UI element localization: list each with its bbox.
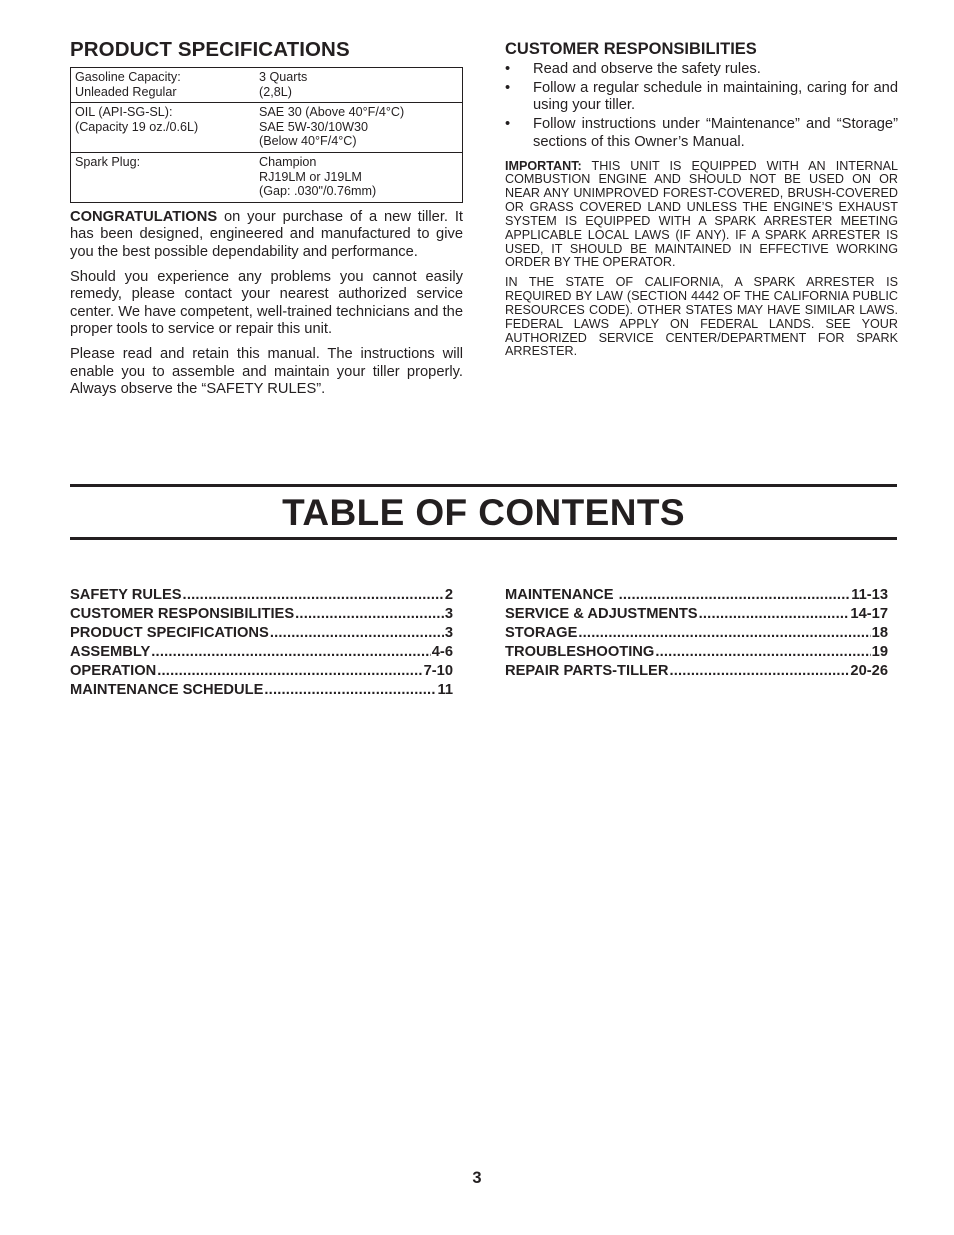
toc-page: 11-13: [851, 587, 888, 603]
spec-row-spark-plug: [71, 152, 463, 202]
left-column: [70, 38, 463, 399]
toc-page: 4-6: [431, 644, 453, 660]
toc-label: MAINTENANCE: [505, 587, 618, 603]
toc-entry-maintenance[interactable]: [505, 586, 888, 605]
toc-leader: [619, 586, 851, 605]
toc-label: CUSTOMER RESPONSIBILITIES: [70, 606, 295, 622]
spec-label: [71, 68, 256, 103]
california-notice: IN THE STATE OF CALIFORNIA, A SPARK ARRESTER IS REQUIRED BY LAW (SECTION 4442 OF THE CALIFORNIA PUBLIC RESOURCES CODE). OTHER STATES MAY HAVE SIMILAR LAWS. FEDERAL LAWS APPLY ON FEDERAL LANDS. SEE YOUR AUTHORIZED SERVICE CENTER/DEPARTMENT FOR SPARK ARRESTER.: [505, 275, 898, 359]
toc-entry-product-specifications[interactable]: [70, 624, 453, 643]
retain-manual-paragraph: Please read and retain this manual. The instructions will enable you to assemble and maintain your tiller properly. Always observe the “SAFETY RULES”.: [70, 345, 463, 398]
toc-entry-troubleshooting[interactable]: [505, 643, 888, 662]
bullet-icon: •: [505, 79, 511, 96]
congratulations-lead: CONGRATULATIONS: [70, 208, 218, 225]
spec-value-line: (2,8L): [259, 84, 292, 99]
spec-value-line: SAE 30 (Above 40°F/4°C): [259, 105, 405, 120]
toc-right-column: [505, 586, 888, 681]
toc-page: 18: [871, 625, 888, 641]
toc-label: TROUBLESHOOTING: [505, 644, 655, 660]
toc-label: MAINTENANCE SCHEDULE: [70, 682, 264, 698]
spec-label-line: Unleaded Regular: [75, 84, 177, 99]
important-label: IMPORTANT:: [505, 158, 582, 173]
right-column: [505, 39, 898, 359]
toc-label: REPAIR PARTS-TILLER: [505, 663, 669, 679]
spec-row-gasoline: [71, 68, 463, 103]
toc-label: PRODUCT SPECIFICATIONS: [70, 625, 269, 641]
responsibilities-list: [505, 61, 898, 152]
spec-value-line: RJ19LM or J19LM: [259, 169, 362, 184]
spec-label: [71, 103, 256, 153]
page-number: 3: [472, 1169, 482, 1187]
toc-page: 7-10: [423, 663, 453, 679]
customer-responsibilities-title: CUSTOMER RESPONSIBILITIES: [505, 40, 757, 58]
toc-label: SERVICE & ADJUSTMENTS: [505, 606, 698, 622]
toc-page: 3: [444, 606, 453, 622]
toc-label: SAFETY RULES: [70, 587, 182, 603]
toc-leader: [655, 643, 870, 662]
toc-leader: [669, 662, 849, 681]
toc-label: OPERATION: [70, 663, 157, 679]
spec-label-line: (Capacity 19 oz./0.6L): [75, 119, 199, 134]
spec-label-line: Spark Plug:: [75, 154, 141, 169]
toc-left-column: [70, 586, 453, 700]
toc-page: 19: [871, 644, 888, 660]
toc-page: 14-17: [850, 606, 888, 622]
toc-leader: [295, 605, 444, 624]
list-item-text: Follow instructions under “Maintenance” and “Storage” sections of this Owner’s Manual.: [533, 116, 898, 150]
list-item: [505, 80, 898, 115]
toc-top-rule: [70, 484, 897, 487]
specifications-table: [70, 67, 463, 203]
toc-page: 2: [444, 587, 453, 603]
toc-page: 11: [437, 682, 453, 698]
list-item-text: Follow a regular schedule in maintaining, caring for and using your tiller.: [533, 79, 898, 114]
toc-entry-repair-parts[interactable]: [505, 662, 888, 681]
spec-value: [255, 68, 463, 103]
spec-label-line: OIL (API-SG-SL):: [75, 105, 173, 120]
toc-leader: [183, 586, 444, 605]
toc-leader: [270, 624, 444, 643]
service-center-paragraph: Should you experience any problems you cannot easily remedy, please contact your nearest authorized service center. We have competent, well-trained technicians and the proper tools to service or repair this unit.: [70, 268, 463, 338]
spec-label-line: Gasoline Capacity:: [75, 70, 181, 84]
toc-entry-maintenance-schedule[interactable]: [70, 681, 453, 700]
bullet-icon: •: [505, 116, 511, 133]
congratulations-paragraph: [70, 209, 463, 262]
toc-entry-service-adjustments[interactable]: [505, 605, 888, 624]
spec-value-line: 3 Quarts: [259, 70, 308, 84]
toc-leader: [578, 624, 870, 643]
toc-leader: [699, 605, 850, 624]
toc-leader: [151, 643, 431, 662]
congratulations-text: on your purchase of a new tiller. It has been designed, engineered and manufactured to give you the best possible dependability and performance.: [70, 208, 463, 260]
toc-entry-storage[interactable]: [505, 624, 888, 643]
toc-entry-operation[interactable]: [70, 662, 453, 681]
spec-row-oil: [71, 103, 463, 153]
important-text: THIS UNIT IS EQUIPPED WITH AN INTERNAL COMBUSTION ENGINE AND SHOULD NOT BE USED ON OR NEAR ANY UNIMPROVED FOREST-COVERED, BRUSH-COVERED OR GRASS COVERED LAND UNLESS THE ENGINE’S EXHAUST SYSTEM IS EQUIPPED WITH A SPARK ARRESTER MEETING APPLICABLE LOCAL LAWS (IF ANY). IF A SPARK ARRESTER IS USED, IT SHOULD BE MAINTAINED IN EFFECTIVE WORKING ORDER BY THE OPERATOR.: [505, 158, 898, 270]
spec-value-line: (Below 40°F/4°C): [259, 134, 357, 149]
spec-value: [255, 152, 463, 202]
bullet-icon: •: [505, 61, 511, 77]
toc-page: 20-26: [850, 663, 888, 679]
toc-bottom-rule: [70, 537, 897, 540]
list-item: [505, 116, 898, 151]
toc-entry-assembly[interactable]: [70, 643, 453, 662]
toc-leader: [157, 662, 422, 681]
toc-entry-customer-responsibilities[interactable]: [70, 605, 453, 624]
spec-value: [255, 103, 463, 153]
product-specifications-title: PRODUCT SPECIFICATIONS: [70, 38, 350, 61]
toc-leader: [264, 681, 436, 700]
list-item-text: Read and observe the safety rules.: [533, 61, 761, 77]
spec-value-line: SAE 5W-30/10W30: [259, 119, 368, 134]
toc-page: 3: [444, 625, 453, 641]
list-item: [505, 61, 898, 79]
toc-label: STORAGE: [505, 625, 578, 641]
spec-value-line: Champion: [259, 154, 317, 169]
spec-value-line: (Gap: .030"/0.76mm): [259, 184, 377, 199]
toc-label: ASSEMBLY: [70, 644, 151, 660]
toc-entry-safety-rules[interactable]: [70, 586, 453, 605]
important-notice: [505, 160, 898, 271]
toc-title: TABLE OF CONTENTS: [282, 492, 685, 533]
spec-label: [71, 152, 256, 202]
